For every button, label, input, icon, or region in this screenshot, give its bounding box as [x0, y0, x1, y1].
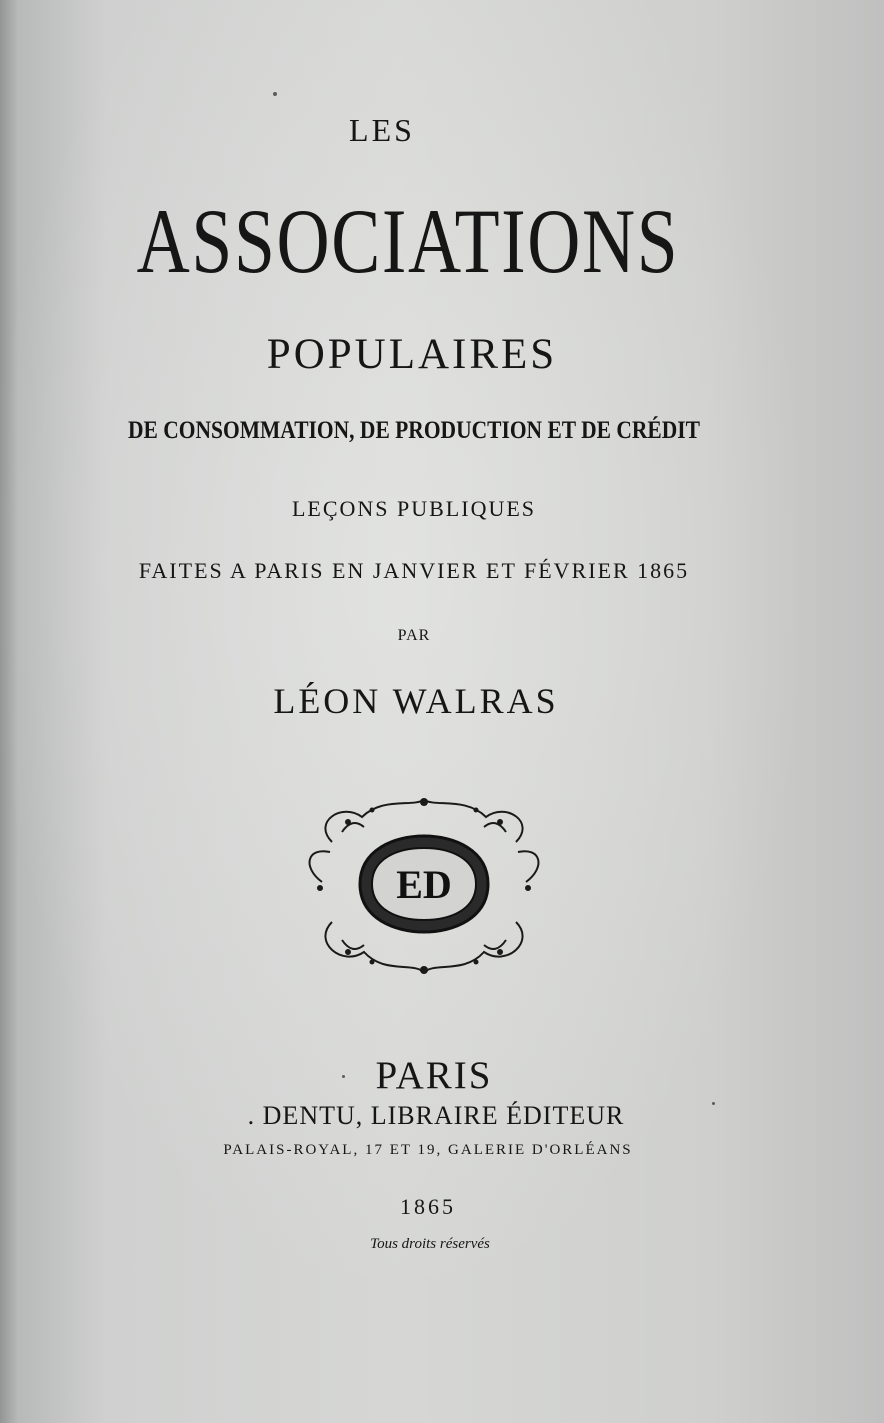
title-line-populaires: POPULAIRES: [266, 331, 558, 378]
title-article: LES: [349, 112, 415, 148]
publisher-address: PALAIS-ROYAL, 17 ET 19, GALERIE D'ORLÉANS: [223, 1142, 633, 1158]
publisher-name: . DENTU, LIBRAIRE ÉDITEUR: [247, 1101, 625, 1130]
publisher-mark-icon: [302, 792, 546, 978]
rights-notice: Tous droits réservés: [370, 1236, 490, 1252]
by-line: PAR: [397, 627, 431, 644]
lecons-line: LEÇONS PUBLIQUES: [291, 496, 537, 521]
paper-speck: [273, 92, 277, 96]
publication-city: PARIS: [375, 1054, 493, 1097]
monogram-text: ED: [396, 862, 452, 907]
subtitle: DE CONSOMMATION, DE PRODUCTION ET DE CRÉDIT: [127, 417, 701, 444]
lecture-dates-line: FAITES A PARIS EN JANVIER ET FÉVRIER 1865: [138, 558, 690, 583]
publication-year: 1865: [400, 1194, 456, 1219]
main-title: ASSOCIATIONS: [136, 190, 680, 292]
show-through-text: [110, 600, 118, 626]
author-name: LÉON WALRAS: [273, 681, 559, 721]
